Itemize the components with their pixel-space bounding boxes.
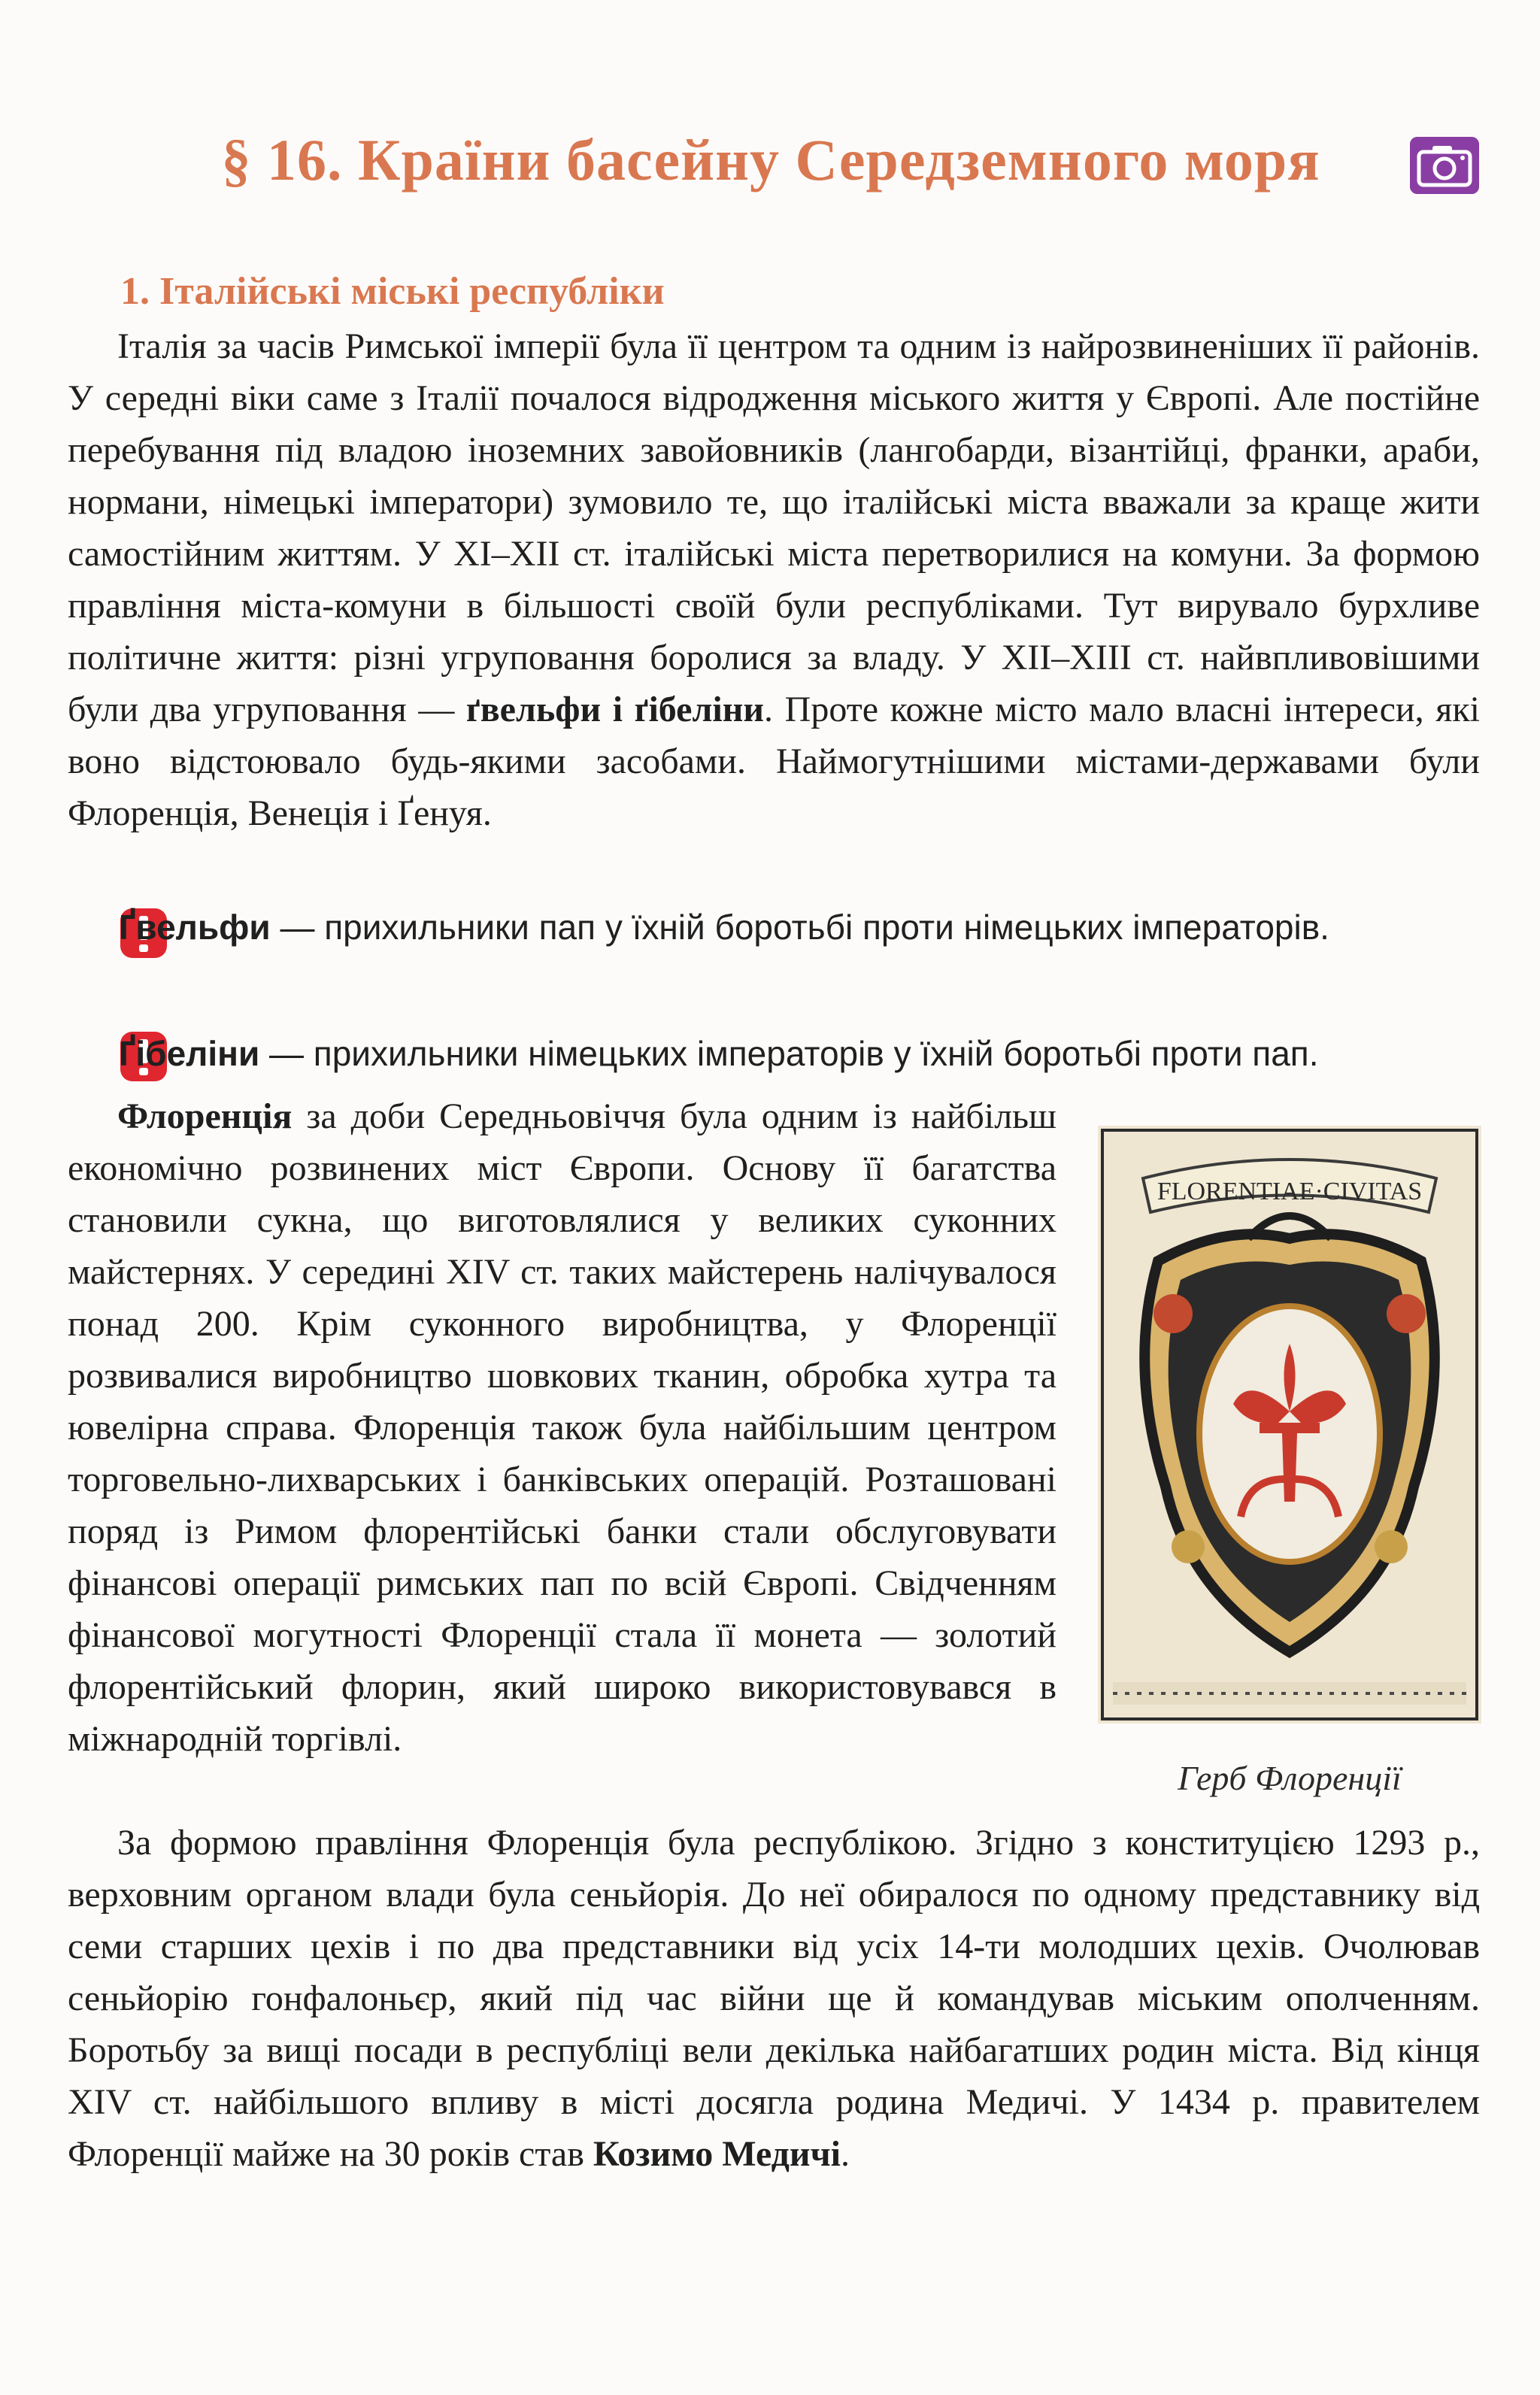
florence-coat-of-arms-image [1098, 1126, 1481, 1723]
banner-text: FLORENTIAE·CIVITAS [1157, 1178, 1423, 1205]
bold-term: Флоренція [117, 1096, 293, 1136]
camera-icon[interactable] [1410, 137, 1479, 194]
paragraph-government [68, 1817, 1480, 2180]
definition-term: Ґібеліни [119, 1034, 260, 1073]
definition-text: — прихильники пап у їхній боротьбі проти німецьких імператорів. [270, 908, 1329, 947]
camera-glyph [1410, 137, 1479, 194]
paragraph-florence [68, 1090, 1056, 1765]
paragraph-italy [68, 320, 1480, 839]
figure-caption: Герб Флоренції [1178, 1759, 1402, 1797]
section-heading: 1. Італійські міські республіки [120, 270, 665, 313]
definition-guelphs [119, 902, 1484, 952]
paragraph-text: Італія за часів Римської імперії була її центром та одним із найрозвиненіших її районів. У середні віки саме з Італії почалося відродження міського життя у Європі. Але постійне перебування під владою іноземних завойовників (лангобарди, візантійці, франки, араби, нормани, німецькі імператори) зумовило те, що італійські міста вважали за краще жити самостійним життям. У XI–XII ст. італійські міста перетворилися на комуни. За формою правління міста-комуни в більшості своїй були республіками. Тут вирувало бурхливе політичне життя: різні угруповання боролися за владу. У XII–XIII ст. найвпливовішими були два угруповання — [68, 326, 1480, 729]
bold-term: Козимо Медичі [593, 2134, 841, 2174]
paragraph-text: за доби Середньовіччя була одним із найбільш економічно розвинених міст Європи. Основу її багатства становили сукна, що виготовлялися у великих суконних майстернях. У середині XIV ст. таких майстерень налічувалося понад 200. Крім суконного виробництва, у Флоренції розвивалися виробництво шовкових тканин, обробка хутра та ювелірна справа. Флоренція також була найбільшим центром торговельно-лихварських і банківських операцій. Розташовані поряд із Римом флорентійські банки стали обслуговувати фінансові операції римських пап по всій Європі. Свідченням фінансової могутності Флоренції стала її монета — золотий флорентійський флорин, який широко використовувався в міжнародній торгівлі. [68, 1096, 1056, 1759]
page-title: § 16. Країни басейну Середземного моря [221, 127, 1320, 193]
definition-text: — прихильники німецьких імператорів у їхній боротьбі проти пап. [259, 1034, 1319, 1073]
bold-term: ґвельфи і ґібеліни [466, 690, 765, 729]
paragraph-text: . Проте кожне місто мало власні інтереси, які воно відстоювало будь-якими засобами. Наймогутнішими містами-державами були Флоренція, Венеція і Ґенуя. [68, 690, 1480, 833]
definition-ghibellines [119, 1029, 1484, 1078]
paragraph-text: . [840, 2134, 850, 2174]
paragraph-text: За формою правління Флоренція була республікою. Згідно з конституцією 1293 р., верховним органом влади була сеньйорія. До неї обиралося по одному представнику від семи старших цехів і по два представники від усіх 14-ти молодших цехів. Очолював сеньйорію гонфалоньєр, який під час війни ще й командував міським ополченням. Боротьбу за вищі посади в республіці вели декілька найбагатших родин міста. Від кінця XIV ст. найбільшого впливу в місті досягла родина Медичі. У 1434 р. правителем Флоренції майже на 30 років став [68, 1823, 1480, 2174]
definition-term: Ґвельфи [119, 908, 271, 947]
coat-of-arms-illustration [1098, 1126, 1481, 1723]
